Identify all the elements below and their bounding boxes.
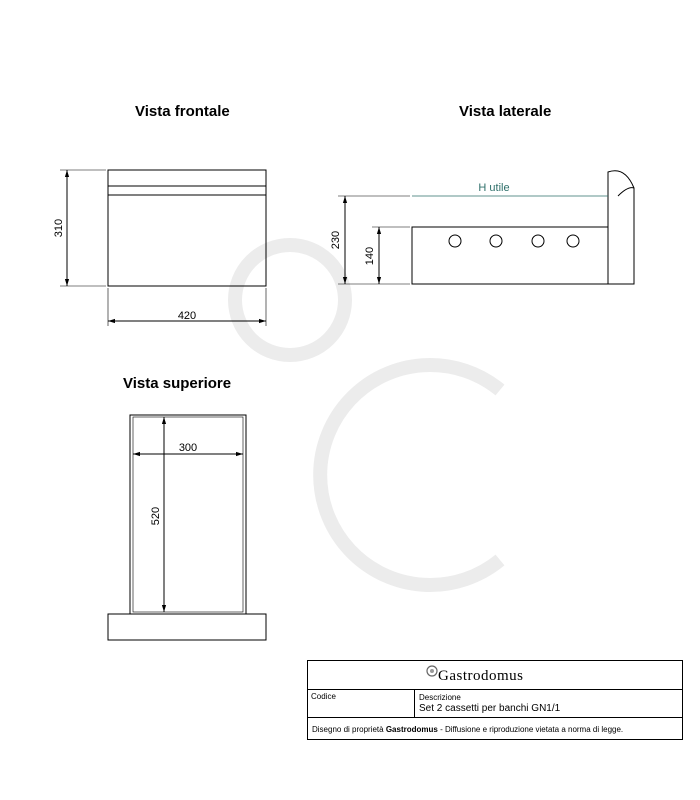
top-depth-label: 520	[150, 506, 162, 526]
title-block	[307, 660, 683, 740]
footer-prefix: Disegno di proprietà	[312, 725, 386, 734]
copyright-notice	[312, 725, 623, 734]
front-height-label: 310	[53, 218, 65, 238]
gastrodomus-logo-icon	[426, 665, 438, 677]
front-width-label: 420	[177, 310, 197, 322]
top-front-panel	[108, 614, 266, 640]
side-hole-2	[490, 235, 502, 247]
front-view-title: Vista frontale	[135, 103, 230, 120]
descrizione-label: Descrizione	[419, 693, 461, 702]
side-dim-140-label: 140	[364, 246, 376, 266]
side-hole-4	[567, 235, 579, 247]
top-view-title: Vista superiore	[123, 375, 232, 392]
footer-brand: Gastrodomus	[385, 725, 438, 734]
title-block-brand-row	[308, 661, 682, 690]
watermark-logo	[235, 245, 500, 585]
side-view-title: Vista laterale	[459, 103, 552, 120]
title-block-info-row	[308, 690, 682, 718]
codice-cell	[308, 690, 415, 717]
side-hole-1	[449, 235, 461, 247]
side-dim-230-label: 230	[330, 230, 342, 250]
side-h-utile-label: H utile	[478, 182, 510, 194]
footer-suffix: - Diffusione e riproduzione vietata a norma di legge.	[437, 725, 624, 734]
side-front-handle	[618, 188, 634, 196]
brand-name: Gastrodomus	[438, 668, 524, 684]
top-width-label: 300	[178, 442, 198, 454]
codice-label: Codice	[311, 692, 336, 701]
side-hole-3	[532, 235, 544, 247]
descrizione-value: Set 2 cassetti per banchi GN1/1	[419, 703, 561, 714]
side-drawer-body	[412, 227, 608, 284]
